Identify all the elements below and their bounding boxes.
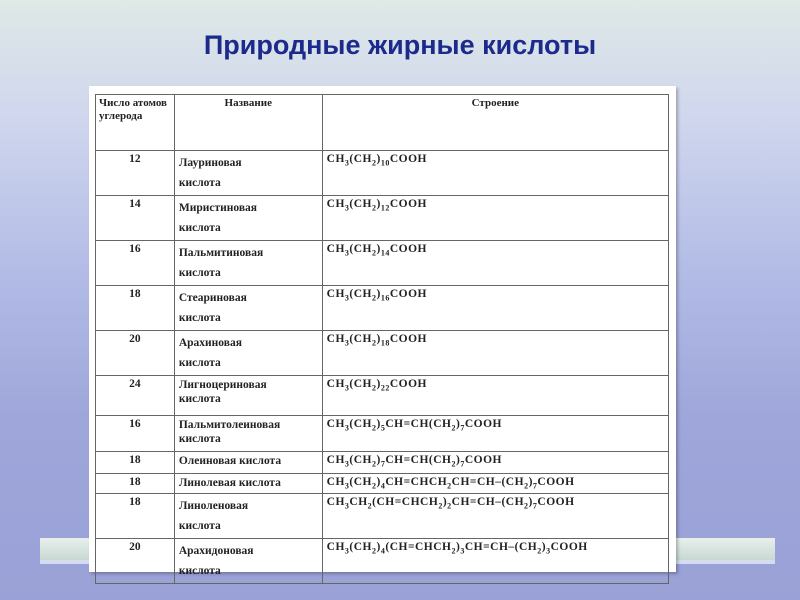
table-row — [96, 416, 669, 452]
formula-subscript: 3 — [344, 546, 350, 556]
structure-formula-cell — [322, 286, 668, 331]
carbon-count-cell: 16 — [96, 416, 175, 452]
formula-part: COOH — [464, 418, 502, 430]
formula-part: CH — [326, 243, 345, 255]
acid-name-suffix: кислота — [178, 565, 221, 577]
fatty-acids-table — [95, 94, 669, 584]
acid-name-cell — [174, 376, 322, 416]
formula-part: CH — [326, 378, 345, 390]
acid-name-cell — [174, 241, 322, 286]
formula-part: (CH=CHCH — [385, 541, 452, 553]
formula-part: CH — [326, 541, 345, 553]
table-row — [96, 286, 669, 331]
table-row — [96, 376, 669, 416]
formula-subscript: 14 — [380, 248, 390, 258]
formula-part: CH=CH–(CH — [451, 476, 525, 488]
formula-part: COOH — [389, 153, 427, 165]
header-name: Название — [174, 95, 322, 151]
formula-subscript: 18 — [380, 338, 390, 348]
acid-name: Линоленовая — [178, 500, 249, 512]
carbon-count-cell: 24 — [96, 376, 175, 416]
structure-formula-cell — [322, 151, 668, 196]
formula-part: ) — [456, 541, 461, 553]
formula-subscript: 3 — [344, 501, 350, 511]
table-row — [96, 331, 669, 376]
acid-name: Миристиновая — [178, 202, 258, 214]
formula-part: COOH — [550, 541, 588, 553]
formula-subscript: 7 — [460, 423, 465, 433]
formula-subscript: 4 — [380, 546, 386, 556]
formula-part: CH — [326, 454, 345, 466]
structure-formula-cell — [322, 376, 668, 416]
carbon-count-cell: 18 — [96, 494, 175, 539]
formula-subscript: 3 — [344, 293, 350, 303]
carbon-count-cell: 18 — [96, 286, 175, 331]
formula-part: ) — [376, 153, 381, 165]
table-row — [96, 196, 669, 241]
formula-subscript: 12 — [380, 203, 390, 213]
formula-subscript: 2 — [451, 459, 456, 469]
acid-name-suffix: кислота — [178, 357, 221, 369]
acid-name: Лауриновая — [178, 157, 242, 169]
formula-subscript: 2 — [451, 546, 456, 556]
formula-part: ) — [376, 243, 381, 255]
formula-part: (CH — [349, 243, 373, 255]
formula-part: (CH=CHCH — [372, 496, 439, 508]
formula-subscript: 3 — [344, 383, 350, 393]
formula-part: ) — [541, 541, 547, 553]
acid-name: Линолевая кислота — [178, 477, 281, 489]
formula-part: CH — [326, 198, 345, 210]
formula-subscript: 2 — [372, 481, 377, 491]
formula-subscript: 22 — [380, 383, 390, 393]
formula-part: CH — [326, 476, 345, 488]
formula-part: ) — [376, 541, 381, 553]
structure-formula-cell — [322, 494, 668, 539]
formula-subscript: 3 — [344, 459, 350, 469]
formula-subscript: 2 — [372, 546, 377, 556]
formula-part: ) — [442, 496, 448, 508]
acid-name: Арахидоновая — [178, 545, 254, 557]
formula-part: CH — [326, 496, 345, 508]
acid-name-cell — [174, 494, 322, 539]
acid-name: Пальмитолеиновая — [178, 419, 281, 431]
formula-subscript: 7 — [460, 459, 465, 469]
formula-part: ) — [528, 476, 533, 488]
formula-part: CH=CH–(CH — [464, 541, 538, 553]
acid-name: Лигноцериновая — [178, 379, 267, 391]
formula-part: CH=CHCH — [385, 476, 448, 488]
formula-subscript: 2 — [372, 423, 377, 433]
acid-name-suffix: кислота — [178, 267, 221, 279]
formula-part: COOH — [464, 454, 502, 466]
formula-part: CH — [326, 153, 345, 165]
formula-subscript: 2 — [447, 481, 452, 491]
acid-name: Пальмитиновая — [178, 247, 264, 259]
formula-part: COOH — [537, 496, 575, 508]
formula-subscript: 7 — [532, 501, 538, 511]
table-row — [96, 474, 669, 494]
formula-subscript: 2 — [447, 501, 452, 511]
formula-part: (CH — [349, 454, 373, 466]
structure-formula-cell — [322, 474, 668, 494]
formula-subscript: 2 — [438, 501, 443, 511]
header-structure: Строение — [322, 95, 668, 151]
formula-part: (CH — [349, 418, 373, 430]
acid-name-cell — [174, 151, 322, 196]
formula-subscript: 10 — [380, 158, 390, 168]
formula-part: (CH — [349, 198, 373, 210]
formula-subscript: 2 — [451, 423, 456, 433]
table-row — [96, 151, 669, 196]
formula-part: COOH — [389, 288, 427, 300]
table-row — [96, 452, 669, 474]
formula-part: (CH — [349, 476, 373, 488]
formula-subscript: 2 — [524, 481, 529, 491]
formula-part: ) — [376, 418, 381, 430]
acid-name-cell — [174, 539, 322, 584]
acid-name: Олеиновая кислота — [178, 455, 282, 467]
formula-subscript: 7 — [380, 459, 386, 469]
formula-part: ) — [376, 476, 381, 488]
formula-subscript: 16 — [380, 293, 390, 303]
acid-name-cell — [174, 196, 322, 241]
acid-name-cell — [174, 452, 322, 474]
table-row — [96, 241, 669, 286]
acid-name-cell — [174, 416, 322, 452]
carbon-count-cell: 12 — [96, 151, 175, 196]
formula-subscript: 3 — [344, 338, 350, 348]
formula-part: ) — [456, 418, 461, 430]
formula-part: (CH — [349, 288, 373, 300]
structure-formula-cell — [322, 539, 668, 584]
carbon-count-cell: 18 — [96, 452, 175, 474]
formula-subscript: 2 — [524, 501, 529, 511]
formula-part: CH=CH(CH — [385, 418, 452, 430]
formula-subscript: 5 — [380, 423, 386, 433]
formula-subscript: 3 — [344, 481, 350, 491]
formula-subscript: 4 — [380, 481, 386, 491]
structure-formula-cell — [322, 196, 668, 241]
formula-part: ) — [528, 496, 533, 508]
formula-part: CH — [326, 418, 345, 430]
formula-part: CH=CH–(CH — [451, 496, 525, 508]
formula-subscript: 2 — [372, 293, 377, 303]
formula-subscript: 2 — [372, 248, 377, 258]
carbon-count-cell: 20 — [96, 331, 175, 376]
formula-part: (CH — [349, 541, 373, 553]
acid-name-suffix: кислота — [178, 433, 221, 445]
formula-part: COOH — [389, 198, 427, 210]
carbon-count-cell: 14 — [96, 196, 175, 241]
formula-subscript: 2 — [372, 459, 377, 469]
formula-subscript: 2 — [367, 501, 373, 511]
formula-part: (CH — [349, 153, 373, 165]
formula-subscript: 3 — [344, 248, 350, 258]
acid-name-cell — [174, 474, 322, 494]
formula-part: ) — [376, 333, 381, 345]
acid-name-suffix: кислота — [178, 312, 221, 324]
table-panel — [89, 86, 676, 577]
carbon-count-cell: 20 — [96, 539, 175, 584]
acid-name-suffix: кислота — [178, 520, 221, 532]
formula-subscript: 2 — [372, 338, 377, 348]
slide-title: Природные жирные кислоты — [203, 30, 597, 60]
formula-part: (CH — [349, 333, 373, 345]
formula-part: COOH — [389, 243, 427, 255]
formula-part: CH — [349, 496, 368, 508]
structure-formula-cell — [322, 452, 668, 474]
acid-name-cell — [174, 286, 322, 331]
formula-part: CH — [326, 333, 345, 345]
acid-name-suffix: кислота — [178, 222, 221, 234]
structure-formula-cell — [322, 331, 668, 376]
formula-part: ) — [376, 378, 381, 390]
formula-part: ) — [376, 288, 381, 300]
header-carbon-count: Число атомов углерода — [96, 95, 175, 151]
formula-part: ) — [376, 454, 381, 466]
structure-formula-cell — [322, 416, 668, 452]
formula-subscript: 2 — [372, 203, 377, 213]
formula-subscript: 3 — [460, 546, 465, 556]
formula-subscript: 7 — [532, 481, 538, 491]
formula-part: COOH — [537, 476, 575, 488]
acid-name-suffix: кислота — [178, 393, 221, 405]
structure-formula-cell — [322, 241, 668, 286]
acid-name: Стеариновая — [178, 292, 247, 304]
carbon-count-cell: 16 — [96, 241, 175, 286]
formula-part: ) — [456, 454, 461, 466]
table-header-row — [96, 95, 669, 151]
formula-subscript: 3 — [344, 203, 350, 213]
formula-part: ) — [376, 198, 381, 210]
acid-name-cell — [174, 331, 322, 376]
formula-part: CH=CH(CH — [385, 454, 452, 466]
formula-subscript: 2 — [372, 383, 377, 393]
table-row — [96, 494, 669, 539]
formula-part: CH — [326, 288, 345, 300]
acid-name: Арахиновая — [178, 337, 242, 349]
formula-subscript: 2 — [372, 158, 377, 168]
formula-part: COOH — [389, 333, 427, 345]
formula-subscript: 2 — [537, 546, 542, 556]
table-row — [96, 539, 669, 584]
carbon-count-cell: 18 — [96, 474, 175, 494]
formula-subscript: 3 — [546, 546, 551, 556]
acid-name-suffix: кислота — [178, 177, 221, 189]
formula-subscript: 3 — [344, 423, 350, 433]
formula-part: COOH — [389, 378, 427, 390]
formula-part: (CH — [349, 378, 373, 390]
formula-subscript: 3 — [344, 158, 350, 168]
